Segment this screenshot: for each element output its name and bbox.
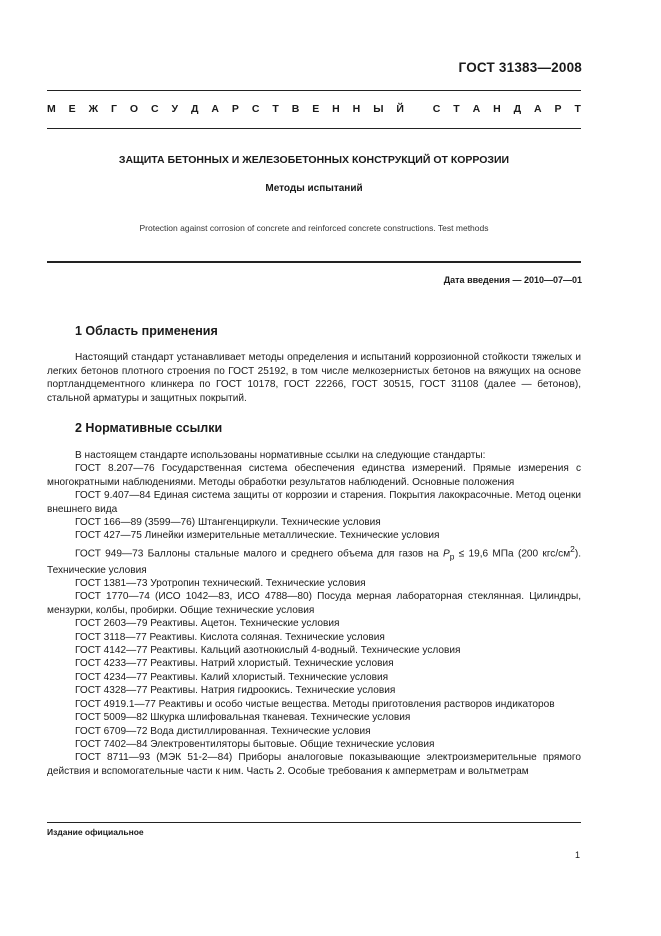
standard-type-letter: С [432,103,441,115]
standard-type-letter: А [472,103,481,115]
standard-type-letter: Ы [373,103,384,115]
reference-item: ГОСТ 1770—74 (ИСО 1042—83, ИСО 4788—80) Посуда мерная лабораторная стеклянная. Цилиндры, мензурки, колбы, пробирки. Общие технические условия [47,591,581,616]
references-intro: В настоящем стандарте использованы нормативные ссылки на следующие стандарты: [75,450,486,461]
standard-type-letter: Т [453,103,460,115]
reference-item: ГОСТ 2603—79 Реактивы. Ацетон. Технические условия [75,618,340,630]
standard-type-letter: Р [554,103,562,115]
reference-item: ГОСТ 4234—77 Реактивы. Калий хлористый. Технические условия [75,671,389,683]
gost-949-condition: ≤ 19,6 МПа (200 кгс/см [454,548,571,560]
standard-type-letter: С [251,103,260,115]
english-title: Protection against corrosion of concrete and reinforced concrete constructions. Test methods [139,223,489,233]
title-divider [47,261,581,263]
reference-item: ГОСТ 8.207—76 Государственная система обеспечения единства измерений. Прямые измерения с многократными наблюдениями. Методы обработки результатов наблюдений. Основные положения [47,463,581,488]
standard-type-letter: Н [493,103,501,115]
section-1-heading: 1 Область применения [75,324,218,338]
gost-949-suffix: ). Технические условия [47,548,582,576]
reference-item: ГОСТ 5009—82 Шкурка шлифовальная тканевая. Технические условия [75,712,411,724]
standard-type-letter: Й [396,103,404,115]
normative-references [47,449,581,778]
reference-item: ГОСТ 166—89 (3599—76) Штангенциркули. Технические условия [75,517,381,529]
section-1-text: Настоящий стандарт устанавливает методы определения и испытаний коррозионной стойкости тяжелых и легких бетонов плотного строения по ГОСТ 25192, в том числе мелкозернистых бетонов на вяжущих на основе портландцементного клинкера по ГОСТ 10178, ГОСТ 22266, ГОСТ 30515, ГОСТ 31108 (далее — бетонов), стальной арматуры и защитных покрытий. [47,352,581,404]
standard-type-letter: Н [352,103,361,115]
footer-divider [47,822,581,823]
gost-number: ГОСТ 31383—2008 [458,60,582,75]
edition-note: Издание официальное [47,827,144,837]
reference-item: ГОСТ 4919.1—77 Реактивы и особо чистые вещества. Методы приготовления растворов индикаторов [75,698,555,710]
standard-type-heading [47,103,581,115]
reference-item: ГОСТ 1381—73 Уротропин технический. Технические условия [75,578,366,590]
standard-type-letter: Е [312,103,320,115]
reference-item: ГОСТ 6709—72 Вода дистиллированная. Технические условия [75,725,371,737]
document-title: ЗАЩИТА БЕТОННЫХ И ЖЕЛЕЗОБЕТОННЫХ КОНСТРУКЦИЙ ОТ КОРРОЗИИ [118,154,510,166]
reference-item: ГОСТ 8711—93 (МЭК 51-2—84) Приборы аналоговые показывающие электроизмерительные прямого действия и вспомогательные части к ним. Часть 2. Особые требования к амперметрам и вольтметрам [47,752,581,777]
header-divider [47,128,581,129]
standard-type-letter: Д [513,103,522,115]
unit-superscript: 2 [570,543,575,554]
reference-item: ГОСТ 427—75 Линейки измерительные металлические. Технические условия [75,530,440,542]
standard-type-letter: Д [190,103,199,115]
standard-type-letter: Н [332,103,340,115]
standard-type-letter: В [291,103,300,115]
document-subtitle: Методы испытаний [265,183,363,194]
reference-item-gost-949 [47,543,581,577]
standard-type-letter: С [151,103,159,115]
standard-type-letter: Ж [88,103,99,115]
standard-type-letter: У [171,103,179,115]
gost-949-prefix: ГОСТ 949—73 Баллоны стальные малого и среднего объема для газов на [75,548,443,560]
standard-type-letter: А [534,103,542,115]
standard-type-letter: Р [231,103,239,115]
standard-type-letter: Т [574,103,581,115]
reference-item: ГОСТ 4233—77 Реактивы. Натрий хлористый. Технические условия [75,658,394,670]
standard-type-letter: Т [272,103,279,115]
standard-type-letter: О [129,103,139,115]
reference-item: ГОСТ 3118—77 Реактивы. Кислота соляная. Технические условия [75,631,385,643]
section-2-heading: 2 Нормативные ссылки [75,421,223,435]
reference-item: ГОСТ 7402—84 Электровентиляторы бытовые. Общие технические условия [75,738,435,750]
reference-item: ГОСТ 9.407—84 Единая система защиты от коррозии и старения. Покрытия лакокрасочные. Метод оценки внешнего вида [47,490,581,515]
reference-item: ГОСТ 4142—77 Реактивы. Кальций азотнокислый 4-водный. Технические условия [75,645,461,657]
reference-item: ГОСТ 4328—77 Реактивы. Натрия гидроокись. Технические условия [75,685,396,697]
effective-date: Дата введения — 2010—07—01 [443,275,582,285]
pressure-subscript: р [449,551,455,562]
word-gap [417,103,420,115]
pressure-symbol: P [442,548,450,560]
standard-type-letter: М [47,103,56,115]
standard-type-letter: Г [111,103,117,115]
top-divider [47,90,581,91]
page-number: 1 [574,850,580,860]
standard-type-letter: А [211,103,219,115]
standard-type-letter: Е [68,103,76,115]
